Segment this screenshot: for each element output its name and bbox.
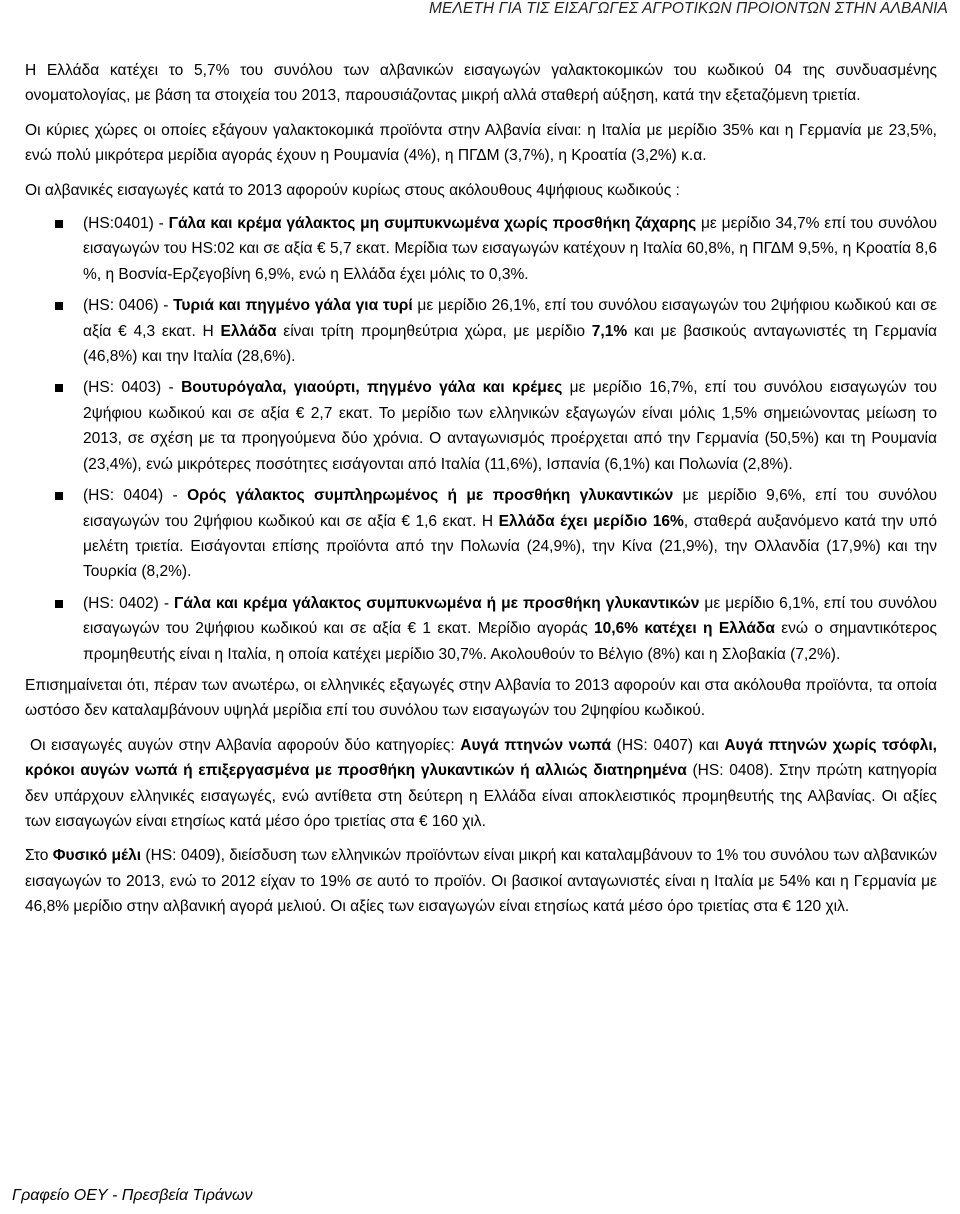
paragraph-import-codes-intro: Οι αλβανικές εισαγωγές κατά το 2013 αφορούν κυρίως στους ακόλουθους 4ψήφιους κωδικούς :: [25, 181, 680, 199]
paragraph-main-exporters: Οι κύριες χώρες οι οποίες εξάγουν γαλακτοκομικά προϊόντα στην Αλβανία είναι: η Ιταλία με μερίδιο 35% και η Γερμανία με 23,5%, ενώ πολύ μικρότερα μερίδια αγοράς έχουν η Ρουμανία (4%), η ΠΓΔΜ (3,7%), η Κροατία (3,2%) κ.α.: [25, 121, 937, 165]
list-item-hs0404: (HS: 0404) - Ορός γάλακτος συμπληρωμένος ή με προσθήκη γλυκαντικών με μερίδιο 9,6%, επί του συνόλου εισαγωγών του 2ψήφιου κωδικού και σε αξία € 1,6 εκατ. Η Ελλάδα έχει μερίδιο 16%, σταθερά αυξανόμενο κατά την υπό μελέτη τριετία. Εισάγονται επίσης προϊόντα από την Πολωνία (24,9%), την Κίνα (21,9%), την Ολλανδία (17,9%) και την Τουρκία (8,2%).: [25, 483, 937, 585]
list-item-hs0402: (HS: 0402) - Γάλα και κρέμα γάλακτος συμπυκνωμένα ή με προσθήκη γλυκαντικών με μερίδιο 6,1%, επί του συνόλου εισαγωγών του 2ψήφιου κωδικού και σε αξία € 1 εκατ. Μερίδιο αγοράς 10,6% κατέχει η Ελλάδα ενώ ο σημαντικότερος προμηθευτής είναι η Ιταλία, η οποία κατέχει μερίδιο 30,7%. Ακολουθούν το Βέλγιο (8%) και η Σλοβακία (7,2%).: [25, 591, 937, 667]
running-header: ΜΕΛΕΤΗ ΓΙΑ ΤΙΣ ΕΙΣΑΓΩΓΕΣ ΑΓΡΟΤΙΚΩΝ ΠΡΟΙΟΝΤΩΝ ΣΤΗΝ ΑΛΒΑΝΙΑ: [428, 0, 948, 17]
paragraph-other-exports: Επισημαίνεται ότι, πέραν των ανωτέρω, οι ελληνικές εξαγωγές στην Αλβανία το 2013 αφορούν και στα ακόλουθα προϊόντα, τα οποία ωστόσο δεν καταλαμβάνουν υψηλά μερίδια επί του συνόλου των εισαγωγών του 2ψηφίου κωδικού.: [25, 676, 937, 720]
list-item-hs0406: (HS: 0406) - Τυριά και πηγμένο γάλα για τυρί με μερίδιο 26,1%, επί του συνόλου εισαγωγών του 2ψήφιου κωδικού και σε αξία € 4,3 εκατ. Η Ελλάδα είναι τρίτη προμηθεύτρια χώρα, με μερίδιο 7,1% και με βασικούς ανταγωνιστές τη Γερμανία (46,8%) και την Ιταλία (28,6%).: [25, 293, 937, 369]
document-body: [25, 58, 937, 920]
square-bullet-icon: [55, 492, 63, 500]
paragraph-greece-share: Η Ελλάδα κατέχει το 5,7% του συνόλου των αλβανικών εισαγωγών γαλακτοκομικών του κωδικού 04 της συνδυασμένης ονοματολογίας, με βάση τα στοιχεία του 2013, παρουσιάζοντας μικρή αλλά σταθερή αύξηση, κατά την εξεταζόμενη τριετία.: [25, 62, 937, 105]
import-codes-list: [25, 211, 937, 667]
list-item-hs0403: (HS: 0403) - Βουτυρόγαλα, γιαούρτι, πηγμένο γάλα και κρέμες με μερίδιο 16,7%, επί του συνόλου εισαγωγών του 2ψήφιου κωδικού και σε αξία € 2,7 εκατ. Το μερίδιο των ελληνικών εξαγωγών είναι μόλις 1,5% σημειώνοντας μείωση το 2013, σε σχέση με τα προηγούμενα δύο χρόνια. Ο ανταγωνισμός προέρχεται από την Γερμανία (50,5%) και τη Ρουμανία (23,4%), ενώ μικρότερες ποσότητες εισάγονται από Ιταλία (11,6%), Ισπανία (6,1%) και Πολωνία (2,8%).: [25, 375, 937, 477]
square-bullet-icon: [55, 600, 63, 608]
page-footer: Γραφείο ΟΕΥ - Πρεσβεία Τιράνων: [12, 1187, 253, 1204]
square-bullet-icon: [55, 302, 63, 310]
square-bullet-icon: [55, 220, 63, 228]
paragraph-eggs: Οι εισαγωγές αυγών στην Αλβανία αφορούν δύο κατηγορίες: Αυγά πτηνών νωπά (HS: 0407) και Αυγά πτηνών χωρίς τσόφλι, κρόκοι αυγών νωπά ή επιξεργασμένα με προσθήκη γλυκαντικών ή αλλιώς διατηρημένα (HS: 0408). Στην πρώτη κατηγορία δεν υπάρχουν ελληνικές εισαγωγές, ενώ αντίθετα στη δεύτερη η Ελλάδα είναι αποκλειστικός προμηθευτής της Αλβανίας. Οι αξίες των εισαγωγών είναι ετησίως κατά μέσο όρο τριετίας στα € 160 χιλ.: [25, 736, 937, 830]
list-item-hs0401: (HS:0401) - Γάλα και κρέμα γάλακτος μη συμπυκνωμένα χωρίς προσθήκη ζάχαρης με μερίδιο 34,7% επί του συνόλου εισαγωγών του HS:02 και σε αξία € 5,7 εκατ. Μερίδια των εισαγωγών κατέχουν η Ιταλία 60,8%, η ΠΓΔΜ 9,5%, η Κροατία 8,6 %, η Βοσνία-Ερζεγοβίνη 6,9%, ενώ η Ελλάδα έχει μόλις το 0,3%.: [25, 211, 937, 287]
square-bullet-icon: [55, 384, 63, 392]
paragraph-honey: Στο Φυσικό μέλι (HS: 0409), διείσδυση των ελληνικών προϊόντων είναι μικρή και καταλαμβάνουν το 1% του συνόλου των αλβανικών εισαγωγών το 2013, ενώ το 2012 είχαν το 19% σε αυτό το προϊόν. Οι βασικοί ανταγωνιστές είναι η Ιταλία με 54% και η Γερμανία με 46,8% μερίδιο στην αλβανική αγορά μελιού. Οι αξίες των εισαγωγών είναι ετησίως κατά μέσο όρο τριετίας στα € 120 χιλ.: [25, 847, 937, 916]
